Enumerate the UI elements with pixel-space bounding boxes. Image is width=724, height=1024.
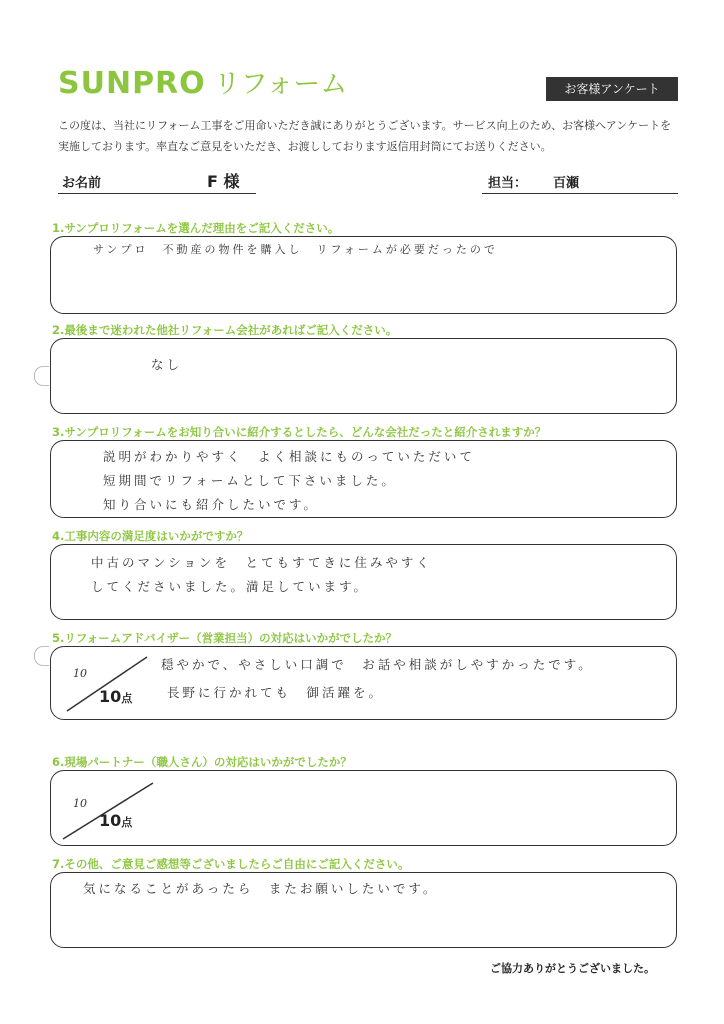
survey-tag: お客様アンケート xyxy=(546,77,678,101)
question-5-answer-box xyxy=(50,646,677,720)
question-7-label: 7.その他、ご意見ご感想等ございましたらご自由にご記入ください。 xyxy=(52,857,410,871)
question-1-label: 1.サンプロリフォームを選んだ理由をご記入ください。 xyxy=(52,221,340,235)
question-6-score-handwritten: 10 xyxy=(73,797,87,810)
question-2-answer-box xyxy=(50,338,677,414)
question-3-answer-line-2: 短期間でリフォームとして下さいました。 xyxy=(103,473,397,488)
question-3-answer-line-1: 説明がわかりやすく よく相談にものっていただいて xyxy=(103,449,475,464)
question-1-answer-box xyxy=(50,236,677,314)
question-4-answer-line-2: してくださいました。満足しています。 xyxy=(91,579,370,594)
question-7-answer-line-1: 気になることがあったら またお願いしたいです。 xyxy=(83,881,439,896)
question-6-score xyxy=(99,811,132,830)
question-4-answer-line-1: 中古のマンションを とてもすてきに住みやすく xyxy=(91,555,432,570)
name-label: お名前 xyxy=(62,176,102,191)
question-1-answer-line-1: サンプロ 不動産の物件を購入し リフォームが必要だったので xyxy=(93,243,498,256)
staff-value: 百瀬 xyxy=(553,176,580,191)
question-7-answer-box xyxy=(50,872,677,948)
brand-logo xyxy=(58,62,347,101)
question-4-answer-box xyxy=(50,544,677,620)
question-6-score-value: 10 xyxy=(99,811,122,830)
question-3-answer-line-3: 知り合いにも紹介したいです。 xyxy=(103,497,320,512)
question-3-label: 3.サンプロリフォームをお知り合いに紹介するとしたら、どんな会社だったと紹介されますか？ xyxy=(52,425,547,439)
question-5-score-handwritten: 10 xyxy=(73,667,87,680)
punch-hole-mark xyxy=(34,646,49,666)
question-5-answer-line-1: 穏やかで、やさしい口調で お話や相談がしやすかったです。 xyxy=(161,657,594,672)
intro-text: この度は、当社にリフォーム工事をご用命いただき誠にありがとうございます。サービス向上のため、お客様へアンケートを実施しております。率直なご意見をいただき、お渡ししております返信用封筒にてお送りください。 xyxy=(58,119,672,153)
question-5-score xyxy=(99,687,132,706)
question-2-label: 2.最後まで迷われた他社リフォーム会社があればご記入ください。 xyxy=(52,323,398,337)
name-value: F 様 xyxy=(207,172,240,191)
question-3-answer-box xyxy=(50,440,677,518)
question-6-label: 6.現場パートナー（職人さん）の対応はいかがでしたか？ xyxy=(52,755,352,769)
brand-name: SUNPRO xyxy=(58,66,206,101)
thanks-text: ご協力ありがとうございました。 xyxy=(490,962,655,975)
question-5-score-value: 10 xyxy=(99,687,122,706)
punch-hole-mark xyxy=(34,366,49,386)
question-6-answer-box xyxy=(50,770,677,846)
question-6-score-unit: 点 xyxy=(121,816,133,829)
question-4-label: 4.工事内容の満足度はいかがですか？ xyxy=(52,529,249,543)
question-5-label: 5.リフォームアドバイザー（営業担当）の対応はいかがでしたか？ xyxy=(52,631,398,645)
question-5-score-unit: 点 xyxy=(121,692,133,705)
brand-sub: リフォーム xyxy=(213,69,348,100)
staff-underline xyxy=(482,193,678,194)
question-5-answer-line-2: 長野に行かれても 御活躍を。 xyxy=(167,685,385,700)
staff-label: 担当： xyxy=(488,176,528,191)
name-underline xyxy=(58,193,256,194)
question-2-answer-line-1: なし xyxy=(151,357,183,372)
